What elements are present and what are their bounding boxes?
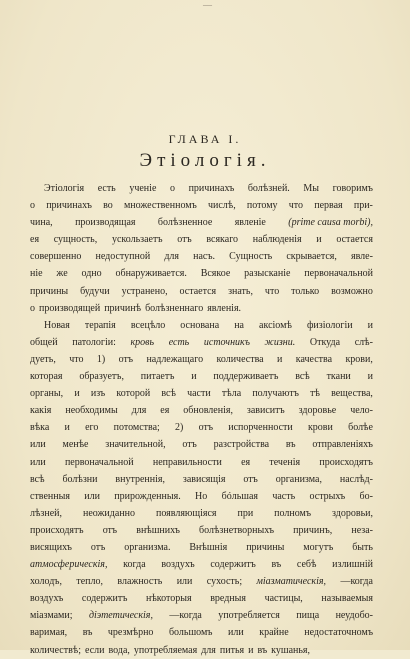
text-line: или первоначальной неправильности ея теченія происходятъ	[30, 456, 373, 468]
text-line: о причинахъ во множественномъ числѣ, потому что первая при-	[30, 200, 373, 212]
text-line: вѣка и его потомства; 2) отъ испорченности крови болѣе	[30, 422, 373, 434]
text-line: или менѣе значительной, отъ разстройства въ отправленіяхъ	[30, 439, 373, 451]
text-line: общей патологіи: кровь есть источникъ жизни. Откуда слѣ-	[30, 336, 373, 348]
text-line: міазмами; діэтетическія, —когда употребляется пища неудобо-	[30, 610, 373, 622]
text-line: Этіологія есть ученіе о причинахъ болѣзней. Мы говоримъ	[44, 183, 373, 194]
text-line: происходятъ отъ внѣшнихъ болѣзнетворныхъ причинъ, неза-	[30, 524, 373, 536]
text-line: чина, производящая болѣзненное явленіе (prime causa morbi),	[30, 217, 373, 229]
text-line: совершенно недоступной для насъ. Сущность скрывается, явле-	[30, 251, 373, 263]
text-line: органы, и изъ которой всѣ части тѣла получаютъ тѣ вещества,	[30, 388, 373, 400]
text-line: холодъ, тепло, влажность или сухость; міазматическія, —когда	[30, 576, 373, 588]
text-line: ея сущность, ускользаетъ отъ всякаго наблюденія и остается	[30, 234, 373, 246]
body-text	[30, 180, 373, 659]
section-title: Этіологія.	[139, 150, 271, 171]
text-line: какія необходимы для ея обновленія, зависитъ здоровье чело-	[30, 405, 373, 417]
text-line: варимая, въ чрезмѣрно большомъ или крайне недостаточномъ	[30, 627, 373, 639]
text-line: ніе же одно обнаруживается. Всякое разысканіе первоначальной	[30, 268, 373, 280]
text-line: дуеть, что 1) отъ надлежащаго количества и качества крови,	[30, 353, 373, 365]
text-line: о производящей причинѣ болѣзненнаго явленія.	[30, 302, 242, 314]
text-line: лѣзней, неожиданно появляющіяся при полномъ здоровьи,	[30, 507, 373, 519]
text-line: всѣ болѣзни внутреннія, зависящія отъ организма, наслѣд-	[30, 473, 373, 485]
text-line: атмосферическія, когда воздухъ содержитъ въ себѣ излишній	[30, 559, 373, 571]
text-line: причины будучи устранено, остается знать, что только возможно	[30, 285, 373, 297]
text-line: которая образуетъ, питаетъ и поддерживаетъ всѣ ткани и	[30, 371, 373, 383]
text-line: ственныя или прирожденныя. Но бóльшая часть острыхъ бо-	[30, 490, 373, 502]
top-edge-mark: —	[203, 0, 212, 10]
text-line: воздухъ содержитъ нѣкоторыя вредныя частицы, называемыя	[30, 593, 373, 605]
text-line: висящихъ отъ организма. Внѣшнія причины могутъ быть	[30, 541, 373, 553]
text-line: количествѣ; если вода, употребляемая для питья и въ кушанья,	[30, 644, 311, 656]
text-line: Новая терапія всецѣло основана на аксіомѣ физіологіи и	[44, 319, 373, 331]
chapter-heading: ГЛАВА I.	[168, 132, 242, 146]
